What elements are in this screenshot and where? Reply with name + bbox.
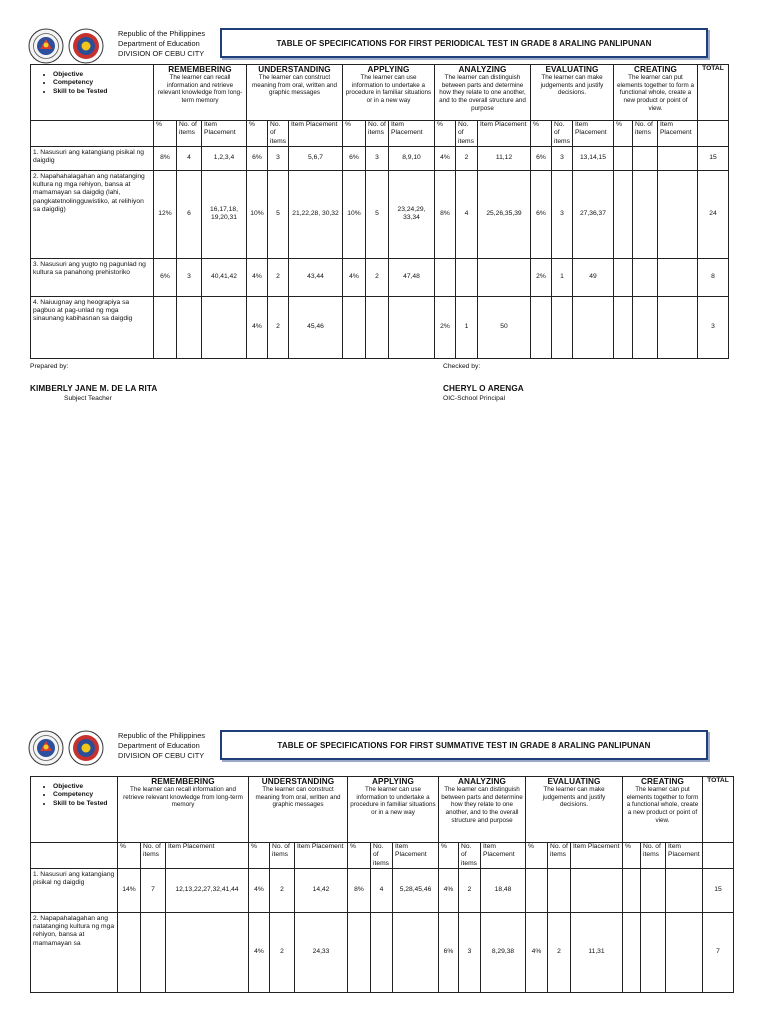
total-header: TOTAL <box>697 65 728 121</box>
level-name: UNDERSTANDING <box>258 65 331 74</box>
cell-placement <box>388 296 434 358</box>
sub-items: No. of items <box>459 843 481 869</box>
level-name: CREATING <box>641 777 684 786</box>
level-understanding <box>249 777 348 843</box>
cell-percent: 4% <box>247 296 268 358</box>
cell-placement <box>666 868 703 912</box>
region-seal-icon <box>68 730 104 766</box>
cell-placement <box>571 868 623 912</box>
specifications-table <box>30 64 729 359</box>
sub-percent: % <box>439 843 459 869</box>
cell-items: 4 <box>177 146 202 170</box>
cell-items: 2 <box>270 868 295 912</box>
competency-number: 2. <box>33 914 39 922</box>
cell-placement: 45,46 <box>288 296 342 358</box>
cell-percent <box>118 912 141 992</box>
cell-items <box>177 296 202 358</box>
level-header-row <box>31 777 734 843</box>
cell-items: 4 <box>455 170 477 258</box>
cell-placement: 14,42 <box>295 868 348 912</box>
deped-seal-icon <box>28 730 64 766</box>
cell-percent <box>613 170 632 258</box>
level-desc: The learner can use information to undertake a procedure in familiar situations or in a new way <box>350 786 436 817</box>
cell-placement: 16,17,18, 19,20,31 <box>202 170 247 258</box>
cell-placement: 5,28,45,46 <box>393 868 439 912</box>
level-desc: The learner can put elements together to form a functional whole, create a new product or point of view. <box>626 786 699 824</box>
cell-placement <box>657 170 697 258</box>
cell-items: 1 <box>455 296 477 358</box>
cell-placement: 50 <box>477 296 530 358</box>
cell-placement: 18,48 <box>481 868 526 912</box>
sub-items: No. of items <box>632 121 657 147</box>
sub-percent: % <box>247 121 268 147</box>
competency-label: • Competency <box>53 791 115 799</box>
level-desc: The learner can use information to undertake a procedure in familiar situations or in a new way <box>345 74 432 105</box>
level-analyzing <box>434 65 530 121</box>
cell-items: 3 <box>365 146 388 170</box>
level-header-row <box>31 65 729 121</box>
cell-items: 5 <box>365 170 388 258</box>
sub-percent: % <box>434 121 455 147</box>
sub-placement: Item Placement <box>166 843 249 869</box>
cell-percent <box>434 258 455 296</box>
level-remembering <box>154 65 247 121</box>
cell-percent <box>342 296 365 358</box>
cell-placement <box>657 296 697 358</box>
level-creating <box>623 777 703 843</box>
sub-items: No. of items <box>548 843 571 869</box>
cell-total: 15 <box>697 146 728 170</box>
header-division: DIVISION OF CEBU CITY <box>118 751 205 760</box>
cell-placement: 11,12 <box>477 146 530 170</box>
level-desc: The learner can distinguish between parts and determine how they relate to one another, and to the overall structure and purpose <box>441 786 523 824</box>
cell-items <box>632 258 657 296</box>
cell-items: 1 <box>551 258 572 296</box>
cell-items <box>641 912 666 992</box>
cell-placement <box>166 912 249 992</box>
cell-placement: 49 <box>572 258 613 296</box>
cell-items: 3 <box>551 146 572 170</box>
level-desc: The learner can recall information and retrieve relevant knowledge from long-term memory <box>157 74 243 105</box>
header-department: Department of Education <box>118 39 200 48</box>
competency-cell <box>31 258 154 296</box>
level-desc: The learner can put elements together to form a functional whole, create a new product or point of view. <box>616 74 694 112</box>
cell-placement <box>666 912 703 992</box>
cell-percent: 8% <box>434 170 455 258</box>
cell-items: 2 <box>268 258 289 296</box>
level-analyzing <box>439 777 526 843</box>
cell-items: 2 <box>365 258 388 296</box>
cell-percent <box>154 296 177 358</box>
level-desc: The learner can make judgements and justify decisions. <box>540 74 604 97</box>
level-name: ANALYZING <box>458 65 507 74</box>
subheader-total-blank <box>703 843 734 869</box>
header-republic: Republic of the Philippines <box>118 731 206 740</box>
table-row <box>31 170 729 258</box>
header-department: Department of Education <box>118 741 200 750</box>
cell-percent: 14% <box>118 868 141 912</box>
competency-cell <box>31 146 154 170</box>
objective-header <box>31 65 154 121</box>
sub-items: No. of items <box>641 843 666 869</box>
cell-placement: 24,33 <box>295 912 348 992</box>
cell-percent: 2% <box>434 296 455 358</box>
prepared-by-name: KIMBERLY JANE M. DE LA RITA <box>30 384 158 393</box>
sub-percent: % <box>154 121 177 147</box>
cell-items: 3 <box>459 912 481 992</box>
sub-items: No. of items <box>270 843 295 869</box>
cell-percent <box>348 912 371 992</box>
checked-by-label: Checked by: <box>443 363 481 370</box>
cell-items: 3 <box>268 146 289 170</box>
cell-percent: 10% <box>342 170 365 258</box>
document-title: TABLE OF SPECIFICATIONS FOR FIRST PERIODICAL TEST IN GRADE 8 ARALING PANLIPUNAN <box>220 28 708 58</box>
cell-placement: 12,13,22,27,32,41,44 <box>166 868 249 912</box>
cell-items <box>632 170 657 258</box>
sub-placement: Item Placement <box>288 121 342 147</box>
table-row <box>31 296 729 358</box>
competency-text: Nasusuri ang katangiang pisikal ng daigdig <box>33 870 115 887</box>
cell-placement: 11,31 <box>571 912 623 992</box>
cell-percent: 4% <box>342 258 365 296</box>
sub-placement: Item Placement <box>481 843 526 869</box>
competency-cell <box>31 296 154 358</box>
cell-percent: 8% <box>348 868 371 912</box>
cell-total: 8 <box>697 258 728 296</box>
cell-percent: 4% <box>439 868 459 912</box>
sub-items: No. of items <box>551 121 572 147</box>
cell-placement: 8,9,10 <box>388 146 434 170</box>
competency-rows <box>31 868 734 992</box>
sub-placement: Item Placement <box>393 843 439 869</box>
sub-placement: Item Placement <box>295 843 348 869</box>
objective-label: • Objective <box>53 783 115 791</box>
competency-number: 1. <box>33 870 39 878</box>
cell-percent <box>613 146 632 170</box>
subheader-row <box>31 843 734 869</box>
cell-items <box>365 296 388 358</box>
competency-number: 3. <box>33 260 39 268</box>
sub-placement: Item Placement <box>657 121 697 147</box>
cell-total: 7 <box>703 912 734 992</box>
cell-percent: 4% <box>526 912 548 992</box>
competency-text: Napapahalagahan ang natatanging kultura ng mga rehiyon, bansa at mamamayan sa <box>33 914 115 947</box>
cell-placement <box>657 258 697 296</box>
sub-items: No. of items <box>371 843 393 869</box>
cell-items <box>632 146 657 170</box>
sub-percent: % <box>118 843 141 869</box>
cell-items <box>548 868 571 912</box>
cell-items: 3 <box>177 258 202 296</box>
skill-label: • Skill to be Tested <box>53 800 115 808</box>
cell-items: 3 <box>551 170 572 258</box>
cell-placement: 23,24,29, 33,34 <box>388 170 434 258</box>
document-header <box>28 28 748 68</box>
cell-total: 15 <box>703 868 734 912</box>
level-creating <box>613 65 697 121</box>
level-desc: The learner can recall information and retrieve relevant knowledge from long-term memory <box>123 786 243 809</box>
level-desc: The learner can make judgements and justify decisions. <box>542 786 606 809</box>
header-division: DIVISION OF CEBU CITY <box>118 49 205 58</box>
competency-cell <box>31 912 118 992</box>
cell-percent: 12% <box>154 170 177 258</box>
table-row <box>31 868 734 912</box>
cell-items: 2 <box>455 146 477 170</box>
cell-placement: 27,36,37 <box>572 170 613 258</box>
sub-placement: Item Placement <box>388 121 434 147</box>
sub-placement: Item Placement <box>666 843 703 869</box>
cell-placement: 43,44 <box>288 258 342 296</box>
deped-seal-icon <box>28 28 64 64</box>
subheader-blank <box>31 843 118 869</box>
cell-items: 2 <box>459 868 481 912</box>
level-desc: The learner can construct meaning from oral, written and graphic messages <box>255 786 341 809</box>
table-row <box>31 258 729 296</box>
document-header <box>28 730 748 770</box>
sub-percent: % <box>342 121 365 147</box>
competency-number: 4. <box>33 298 39 306</box>
table-row <box>31 146 729 170</box>
competency-label: • Competency <box>53 79 151 87</box>
sub-placement: Item Placement <box>477 121 530 147</box>
sub-percent: % <box>249 843 270 869</box>
cell-placement <box>572 296 613 358</box>
competency-text: Naiuugnay ang heograpiya sa pagbuo at pag-unlad ng mga sinaunang kabihasnan sa daigdig <box>33 298 133 323</box>
checked-by-role: OIC-School Principal <box>443 395 506 402</box>
header-text <box>118 29 205 59</box>
cell-percent: 6% <box>342 146 365 170</box>
cell-placement: 25,26,35,39 <box>477 170 530 258</box>
cell-percent: 6% <box>247 146 268 170</box>
level-name: EVALUATING <box>547 777 601 786</box>
total-header: TOTAL <box>703 777 734 843</box>
sub-percent: % <box>613 121 632 147</box>
cell-items: 2 <box>270 912 295 992</box>
cell-items: 6 <box>177 170 202 258</box>
competency-cell <box>31 868 118 912</box>
cell-percent: 4% <box>249 868 270 912</box>
level-name: REMEMBERING <box>151 777 215 786</box>
cell-items <box>551 296 572 358</box>
subheader-blank <box>31 121 154 147</box>
sub-percent: % <box>526 843 548 869</box>
cell-percent: 10% <box>247 170 268 258</box>
cell-percent: 2% <box>530 258 551 296</box>
level-desc: The learner can distinguish between parts and determine how they relate to one another, and to the overall structure and purpose <box>439 74 526 112</box>
level-name: EVALUATING <box>545 65 599 74</box>
cell-percent: 4% <box>247 258 268 296</box>
sub-placement: Item Placement <box>572 121 613 147</box>
level-applying <box>348 777 439 843</box>
sub-items: No. of items <box>455 121 477 147</box>
objective-header <box>31 777 118 843</box>
level-name: REMEMBERING <box>168 65 232 74</box>
subheader-total-blank <box>697 121 728 147</box>
level-name: ANALYZING <box>458 777 506 786</box>
level-name: APPLYING <box>372 777 414 786</box>
sub-items: No. of items <box>141 843 166 869</box>
sub-percent: % <box>530 121 551 147</box>
cell-items <box>371 912 393 992</box>
competency-text: Napahahalagahan ang natatanging kultura ng mga rehiyon, bansa at mamamayan sa daigdig (lahi, pangkatetnolingguwistiko, at relihiyon sa daigdig) <box>33 172 145 214</box>
level-desc: The learner can construct meaning from oral, written and graphic messages <box>251 74 338 97</box>
cell-percent: 8% <box>154 146 177 170</box>
cell-placement <box>393 912 439 992</box>
cell-placement: 40,41,42 <box>202 258 247 296</box>
cell-placement <box>477 258 530 296</box>
level-remembering <box>118 777 249 843</box>
cell-items <box>141 912 166 992</box>
cell-placement <box>657 146 697 170</box>
cell-items <box>455 258 477 296</box>
cell-percent: 6% <box>530 170 551 258</box>
cell-items: 2 <box>548 912 571 992</box>
cell-placement: 5,6,7 <box>288 146 342 170</box>
skill-label: • Skill to be Tested <box>53 88 151 96</box>
cell-percent <box>613 296 632 358</box>
cell-items: 5 <box>268 170 289 258</box>
cell-placement: 21,22,28, 30,32 <box>288 170 342 258</box>
cell-items <box>641 868 666 912</box>
prepared-by-role: Subject Teacher <box>64 395 112 402</box>
cell-percent: 4% <box>249 912 270 992</box>
specifications-table <box>30 776 734 993</box>
cell-percent: 6% <box>154 258 177 296</box>
competency-text: Nasusuri ang katangiang pisikal ng daigdig <box>33 148 145 165</box>
level-applying <box>342 65 434 121</box>
cell-percent <box>623 912 641 992</box>
cell-percent: 6% <box>530 146 551 170</box>
cell-items: 2 <box>268 296 289 358</box>
subheader-row <box>31 121 729 147</box>
cell-percent <box>623 868 641 912</box>
prepared-by-label: Prepared by: <box>30 363 69 370</box>
level-understanding <box>247 65 343 121</box>
cell-percent <box>613 258 632 296</box>
level-evaluating <box>530 65 613 121</box>
table-row <box>31 912 734 992</box>
cell-items: 7 <box>141 868 166 912</box>
sub-items: No. of items <box>268 121 289 147</box>
cell-placement: 13,14,15 <box>572 146 613 170</box>
checked-by-name: CHERYL O ARENGA <box>443 384 524 393</box>
level-name: APPLYING <box>367 65 410 74</box>
sub-placement: Item Placement <box>571 843 623 869</box>
cell-percent: 4% <box>434 146 455 170</box>
cell-percent: 6% <box>439 912 459 992</box>
header-text <box>118 731 205 761</box>
cell-items: 4 <box>371 868 393 912</box>
cell-total: 3 <box>697 296 728 358</box>
competency-rows <box>31 146 729 358</box>
cell-placement: 8,29,38 <box>481 912 526 992</box>
objective-label: • Objective <box>53 71 151 79</box>
competency-text: Nasusuri ang yugto ng pagunlad ng kultura sa panahong prehistoriko <box>33 260 146 277</box>
cell-placement <box>202 296 247 358</box>
competency-cell <box>31 170 154 258</box>
sub-items: No. of items <box>365 121 388 147</box>
sub-percent: % <box>623 843 641 869</box>
cell-placement: 47,48 <box>388 258 434 296</box>
sub-percent: % <box>348 843 371 869</box>
region-seal-icon <box>68 28 104 64</box>
document-title: TABLE OF SPECIFICATIONS FOR FIRST SUMMATIVE TEST IN GRADE 8 ARALING PANLIPUNAN <box>220 730 708 760</box>
competency-number: 1. <box>33 148 39 156</box>
cell-items <box>632 296 657 358</box>
level-evaluating <box>526 777 623 843</box>
competency-number: 2. <box>33 172 39 180</box>
cell-percent <box>526 868 548 912</box>
sub-items: No. of items <box>177 121 202 147</box>
cell-total: 24 <box>697 170 728 258</box>
sub-placement: Item Placement <box>202 121 247 147</box>
cell-placement: 1,2,3,4 <box>202 146 247 170</box>
cell-percent <box>530 296 551 358</box>
level-name: CREATING <box>633 65 677 74</box>
level-name: UNDERSTANDING <box>261 777 335 786</box>
header-republic: Republic of the Philippines <box>118 29 206 38</box>
